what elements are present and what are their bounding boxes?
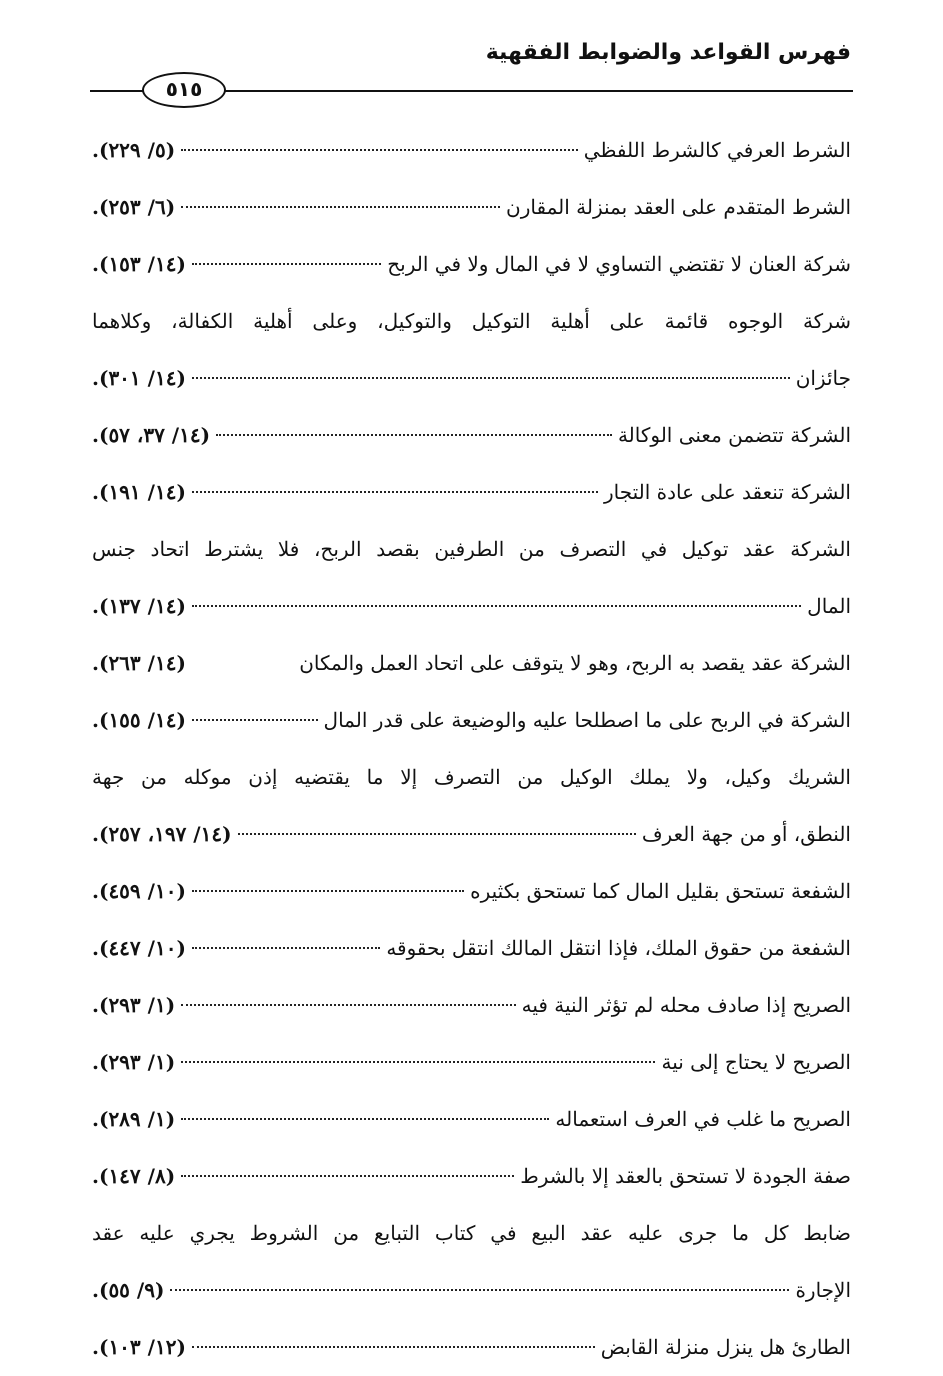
entry-text: الشركة تنعقد على عادة التجار — [603, 480, 851, 504]
index-entry — [92, 122, 851, 179]
index-entry — [92, 977, 851, 1034]
dot-leader — [181, 206, 500, 208]
entry-reference: (٩/ ٥٥). — [92, 1278, 165, 1302]
index-entry — [92, 635, 851, 692]
entry-reference: (١٤/ ١٥٣). — [92, 252, 186, 276]
index-entry — [92, 179, 851, 236]
entry-lead-text: شركة الوجوه قائمة على أهلية التوكيل والتوكيل، وعلى أهلية الكفالة، وكلاهما — [92, 309, 851, 333]
entry-reference: (١٤/ ٣٧، ٥٧). — [92, 423, 211, 447]
entry-line — [92, 977, 851, 1034]
entry-line — [92, 236, 851, 293]
entry-line — [92, 1262, 851, 1319]
dot-leader — [216, 434, 612, 436]
entry-lead-text: ضابط كل ما جرى عليه عقد البيع في كتاب التبايع من الشروط يجري عليه عقد — [92, 1221, 851, 1245]
entry-line — [92, 920, 851, 977]
dot-leader — [170, 1289, 789, 1291]
entry-reference: (١٤/ ١٩٧، ٢٥٧). — [92, 822, 232, 846]
index-entry — [92, 293, 851, 407]
index-entry — [92, 1034, 851, 1091]
dot-leader — [192, 947, 380, 949]
entry-text: الشركة في الربح على ما اصطلحا عليه والوضيعة على قدر المال — [323, 708, 851, 732]
index-entry — [92, 920, 851, 977]
entry-reference: (٥/ ٢٢٩). — [92, 138, 176, 162]
entry-text: الشرط العرفي كالشرط اللفظي — [583, 138, 851, 162]
entry-text: الشرط المتقدم على العقد بمنزلة المقارن — [506, 195, 851, 219]
entry-line — [92, 863, 851, 920]
entry-line — [92, 464, 851, 521]
entry-text: الطارئ هل ينزل منزلة القابض — [600, 1335, 851, 1359]
entry-text: الصريح إذا صادف محله لم تؤثر النية فيه — [521, 993, 851, 1017]
entry-text: الإجارة — [795, 1278, 851, 1302]
entry-reference: (٨/ ١٤٧). — [92, 1164, 176, 1188]
dot-leader — [192, 1346, 595, 1348]
entry-reference: (١/ ٢٨٩). — [92, 1107, 176, 1131]
entry-line — [92, 806, 851, 863]
entry-text: صفة الجودة لا تستحق بالعقد إلا بالشرط — [520, 1164, 851, 1188]
dot-leader — [192, 719, 318, 721]
entry-reference: (١٤/ ١٣٧). — [92, 594, 186, 618]
entry-reference: (١٤/ ٣٠١). — [92, 366, 186, 390]
entry-reference: (١٤/ ١٩١). — [92, 480, 186, 504]
entry-line — [92, 350, 851, 407]
dot-leader — [238, 833, 636, 835]
index-entry — [92, 521, 851, 635]
entry-text: النطق، أو من جهة العرف — [641, 822, 851, 846]
dot-leader — [192, 377, 790, 379]
index-entry — [92, 1319, 851, 1376]
entry-reference: (١٠/ ٤٤٧). — [92, 936, 186, 960]
entry-reference: (٦/ ٢٥٣). — [92, 195, 176, 219]
dot-leader — [181, 1175, 514, 1177]
entry-text: الصريح ما غلب في العرف استعماله — [555, 1107, 851, 1131]
entry-line — [92, 1148, 851, 1205]
entry-line — [92, 635, 851, 692]
dot-leader — [181, 1004, 515, 1006]
index-entries — [92, 122, 851, 1376]
entry-reference: (١٤/ ٢٦٣). — [92, 651, 186, 675]
index-entry — [92, 1205, 851, 1319]
index-entry — [92, 407, 851, 464]
entry-text: شركة العنان لا تقتضي التساوي لا في المال ولا في الربح — [387, 252, 851, 276]
entry-text: الشفعة تستحق بقليل المال كما تستحق بكثيره — [470, 879, 851, 903]
entry-reference: (١٤/ ١٥٥). — [92, 708, 186, 732]
page-number: ٥١٥ — [142, 72, 226, 108]
entry-line — [92, 692, 851, 749]
running-header-title: فهرس القواعد والضوابط الفقهية — [485, 40, 851, 65]
dot-leader — [181, 149, 578, 151]
entry-line — [92, 122, 851, 179]
entry-line — [92, 1091, 851, 1148]
entry-reference: (١/ ٢٩٣). — [92, 1050, 176, 1074]
entry-line — [92, 1034, 851, 1091]
dot-leader — [192, 263, 381, 265]
entry-line — [92, 578, 851, 635]
dot-leader — [181, 1061, 655, 1063]
entry-text: الشفعة من حقوق الملك، فإذا انتقل المالك انتقل بحقوقه — [386, 936, 851, 960]
entry-reference: (١٠/ ٤٥٩). — [92, 879, 186, 903]
index-entry — [92, 1148, 851, 1205]
dot-leader — [192, 890, 464, 892]
entry-reference: (١/ ٢٩٣). — [92, 993, 176, 1017]
entry-line — [92, 1319, 851, 1376]
dot-leader — [192, 491, 598, 493]
index-entry — [92, 692, 851, 749]
entry-text: المال — [807, 594, 851, 618]
index-entry — [92, 749, 851, 863]
index-entry — [92, 236, 851, 293]
entry-line — [92, 179, 851, 236]
entry-line — [92, 407, 851, 464]
entry-text: جائزان — [795, 366, 851, 390]
entry-lead-text: الشريك وكيل، ولا يملك الوكيل من التصرف إلا ما يقتضيه إذن موكله من جهة — [92, 765, 851, 789]
index-entry — [92, 863, 851, 920]
entry-reference: (١٢/ ١٠٣). — [92, 1335, 186, 1359]
entry-lead-text: الشركة عقد توكيل في التصرف من الطرفين بقصد الربح، فلا يشترط اتحاد جنس — [92, 537, 851, 561]
entry-text: الشركة عقد يقصد به الربح، وهو لا يتوقف على اتحاد العمل والمكان — [299, 651, 851, 675]
index-entry — [92, 1091, 851, 1148]
dot-leader — [181, 1118, 549, 1120]
entry-text: الشركة تتضمن معنى الوكالة — [617, 423, 851, 447]
index-entry — [92, 464, 851, 521]
entry-text: الصريح لا يحتاج إلى نية — [661, 1050, 851, 1074]
dot-leader — [192, 605, 801, 607]
